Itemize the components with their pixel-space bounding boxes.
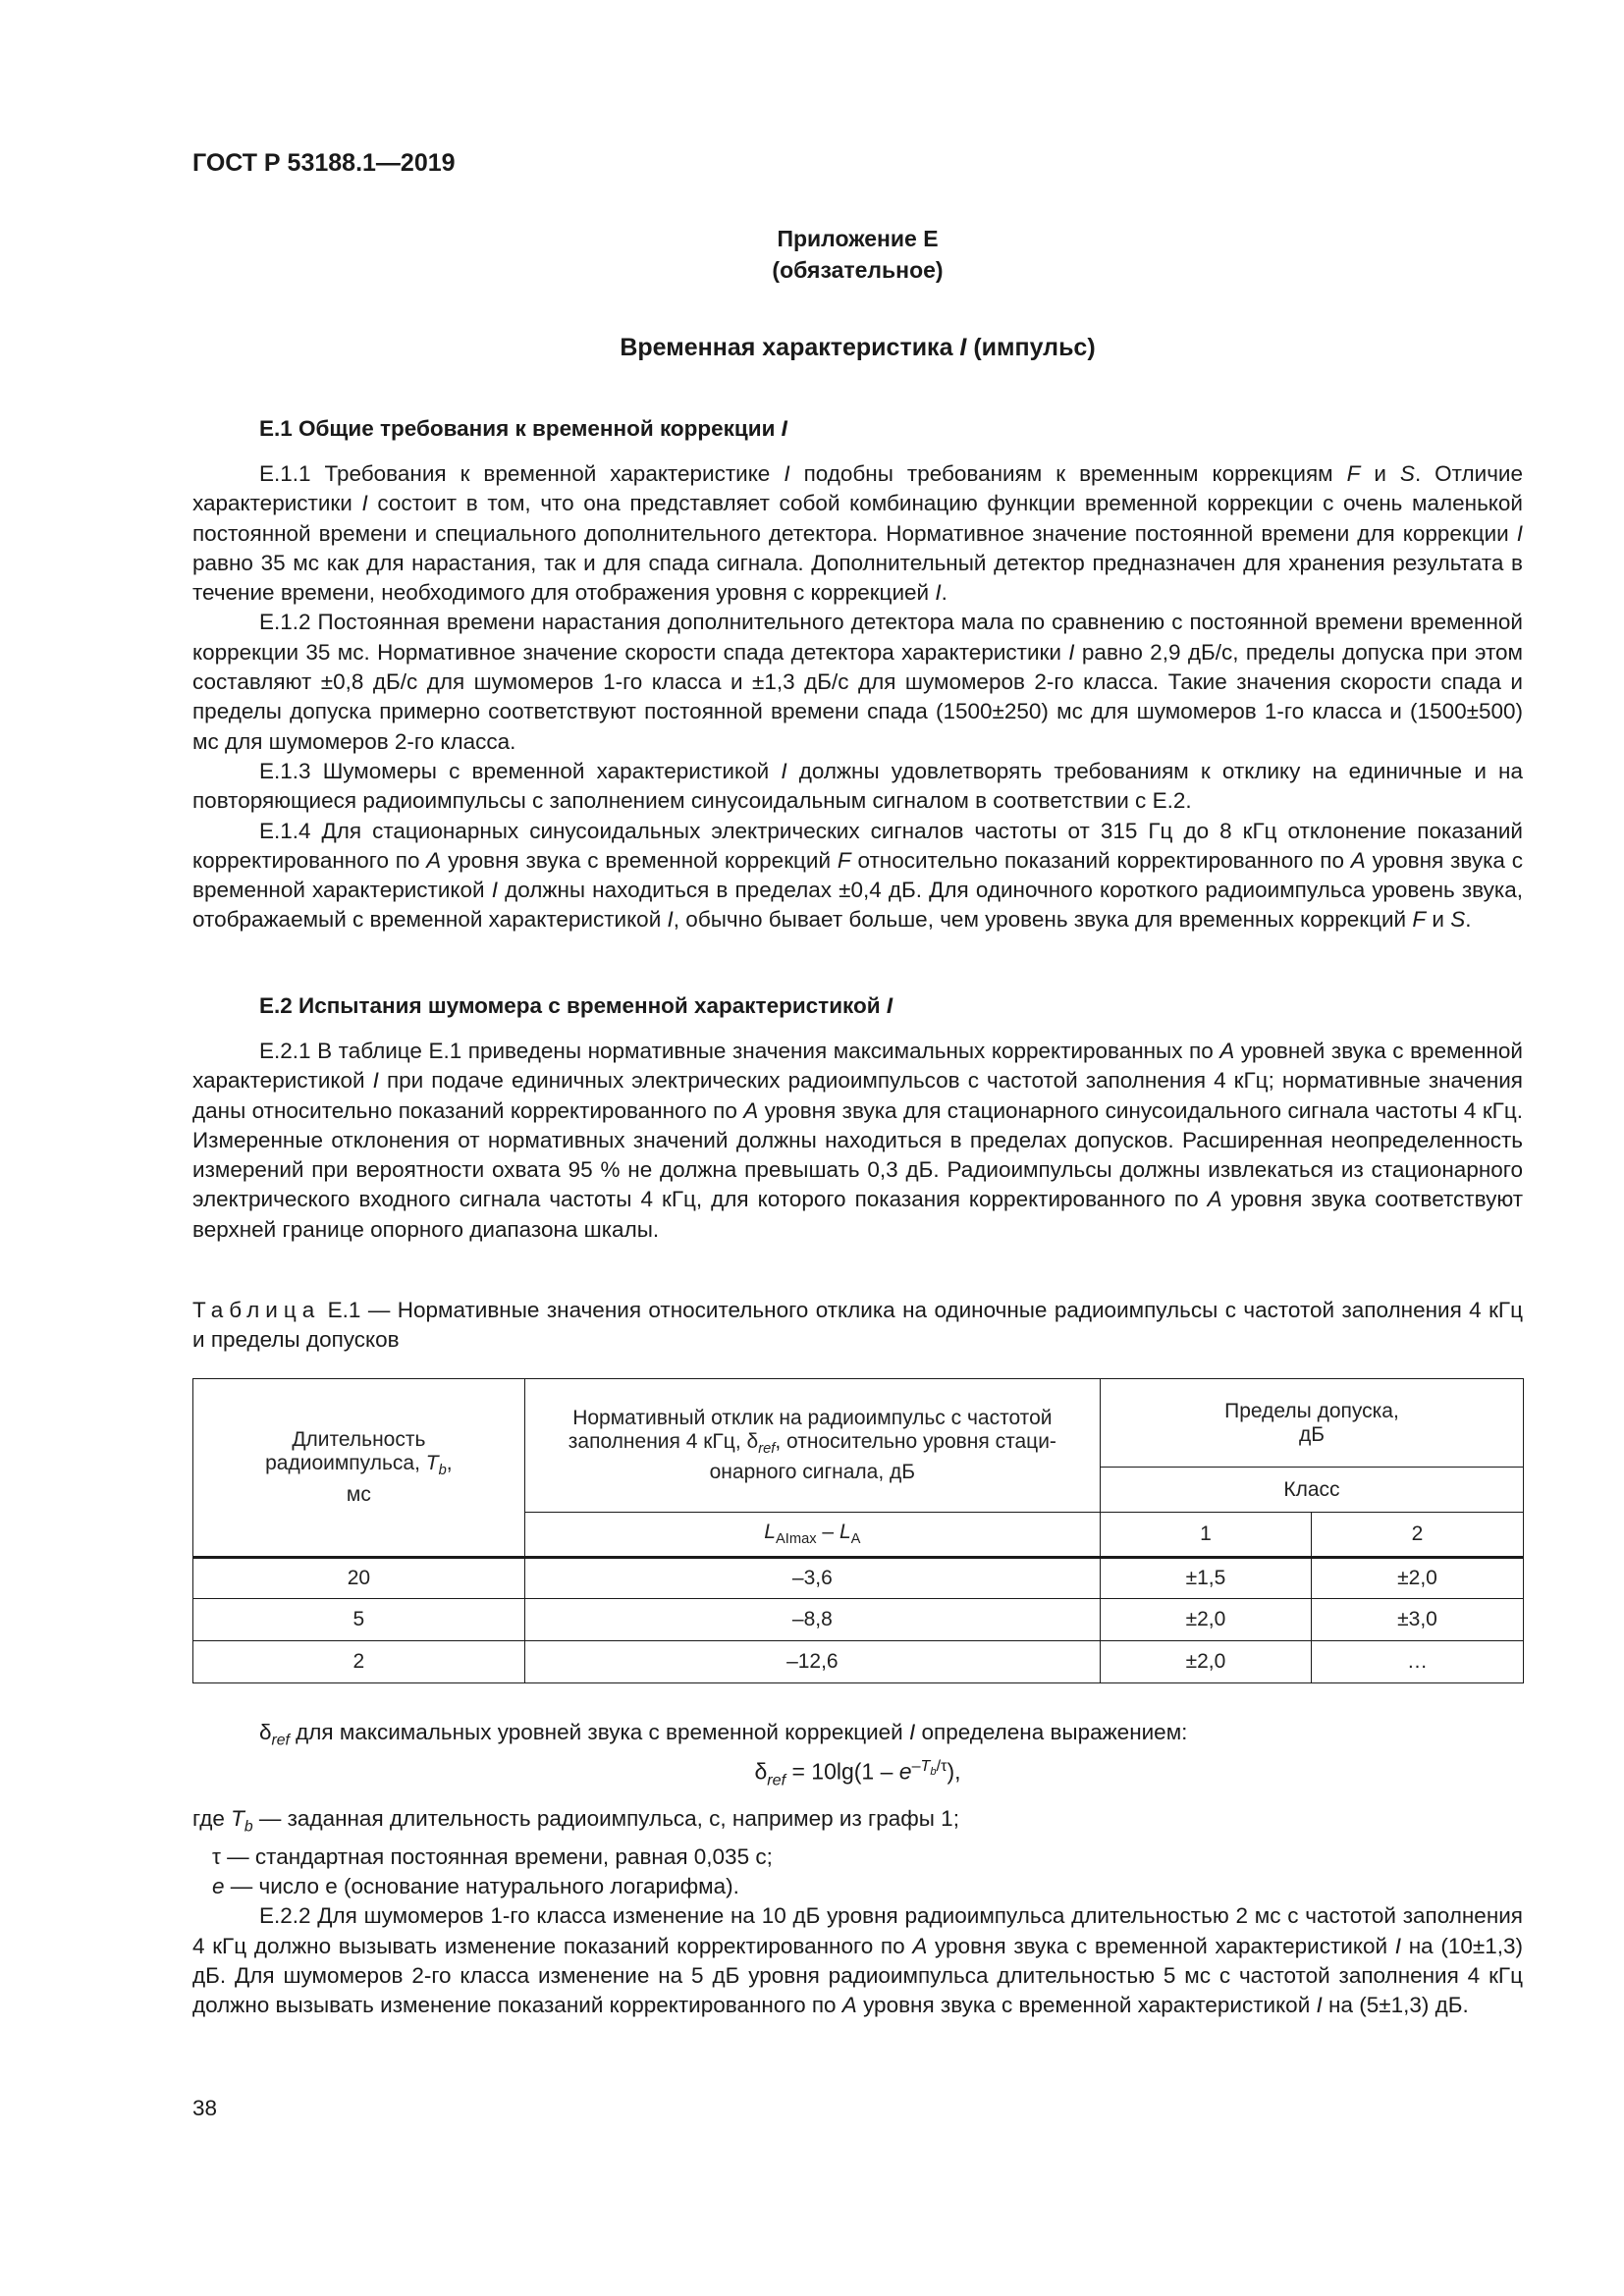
section-e2-body [192,1037,1523,1245]
column-header-level-difference: $L_{AImax} - L_A$ [524,1513,1100,1558]
column-header-tolerance: Пределы допуска, дБ [1100,1379,1523,1468]
paragraph-e-2-2: Е.2.2 Для шумомеров 1-го класса изменение на 10 дБ уровня радиоимпульса длительностью 2 мс с частотой заполнения 4 кГц должно вызывать изменение показаний корректированного по A уровня звука с временной характеристикой I на (10±1,3) дБ. Для шумомеров 2-го класса изменение на 5 дБ уровня радиоимпульса длительностью 5 мс с частотой заполнения 4 кГц должно вызывать изменение показаний корректированного по A уровня звука с временной характеристикой I на (5±1,3) дБ. [192,1903,1523,2018]
table-caption: Таблица Е.1 — Нормативные значения относительного отклика на одиночные радиоимпульсы с частотой заполнения 4 кГц и пределы допусков [192,1298,1523,1353]
main-title: Временная характеристика I (импульс) [620,334,1096,361]
cell-class-1-tolerance: ±1,5 [1100,1558,1311,1599]
cell-reference-response: –3,6 [524,1558,1100,1599]
table-e1 [192,1378,1524,1683]
formula-explanation [192,1804,1523,2021]
column-header-reference-response: Нормативный отклик на радиоимпульс с частотой заполнения 4 кГц, $\delta_{ref}$, относительно уровня стаци- онарного сигнала, дБ [524,1379,1100,1513]
table-row [193,1641,1524,1683]
paragraph-e-1-3: Е.1.3 Шумомеры с временной характеристикой I должны удовлетворять требованиям к отклику на единичные и на повторяющиеся радиоимпульсы с заполнением синусоидальным сигналом в соответствии с Е.2. [192,758,1523,814]
where-line-tb: где $T_b$ — заданная длительность радиоимпульса, с, например из графы 1; [192,1806,959,1836]
delta-ref-definition: $\delta_{ref}$ для максимальных уровней звука с временной коррекцией I определена выражением: [259,1720,1188,1749]
cell-class-1-tolerance: ±2,0 [1100,1599,1311,1641]
page-number: 38 [192,2096,218,2120]
document-header: ГОСТ Р 53188.1—2019 [192,149,456,177]
column-header-duration: Длительность радиоимпульса, $T_b$, мс [193,1379,525,1558]
section-e1-heading: Е.1 Общие требования к временной коррекции I [259,416,787,441]
cell-reference-response: –12,6 [524,1641,1100,1683]
annex-status: (обязательное) [772,257,944,283]
cell-class-2-tolerance: … [1311,1641,1523,1683]
paragraph-e-2-1: Е.2.1 В таблице Е.1 приведены нормативные значения максимальных корректированных по A уровней звука с временной характеристикой I при подаче единичных электрических радиоимпульсов с частотой заполнения 4 кГц; нормативные значения даны относительно показаний корректированного по A уровня звука для стационарного синусоидального сигнала частоты 4 кГц. Измеренные отклонения от нормативных значений должны находиться в пределах допусков. Расширенная неопределенность измерений при вероятности охвата 95 % не должна превышать 0,3 дБ. Радиоимпульсы должны извлекаться из стационарного электрического входного сигнала частоты 4 кГц, для которого показания корректированного по A уровня звука соответствуют верхней границе опорного диапазона шкалы. [192,1039,1524,1242]
table-row [193,1599,1524,1641]
table-row [193,1558,1524,1599]
paragraph-e-1-4: Е.1.4 Для стационарных синусоидальных электрических сигналов частоты от 315 Гц до 8 кГц отклонение показаний корректированного по A уровня звука с временной коррекций F относительно показаний корректированного по A уровня звука с временной характеристикой I должны находиться в пределах ±0,4 дБ. Для одиночного короткого радиоимпульса уровень звука, отображаемый с временной характеристикой I, обычно бывает больше, чем уровень звука для временных коррекций F и S. [192,818,1523,933]
cell-class-2-tolerance: ±3,0 [1311,1599,1523,1641]
cell-duration: 5 [193,1599,525,1641]
cell-class-2-tolerance: ±2,0 [1311,1558,1523,1599]
section-e2-heading: Е.2 Испытания шумомера с временной характеристикой I [259,993,893,1018]
cell-duration: 2 [193,1641,525,1683]
annex-title: Приложение Е [777,226,939,251]
column-header-class: Класс [1100,1468,1523,1513]
section-e1-body [192,459,1523,935]
paragraph-e-1-1: Е.1.1 Требования к временной характеристике I подобны требованиям к временным коррекциям F и S. Отличие характеристики I состоит в том, что она представляет собой комбинацию функции временной коррекции с очень маленькой постоянной времени и специального дополнительного детектора. Нормативное значение постоянной времени для коррекции I равно 35 мс как для нарастания, так и для спада сигнала. Дополнительный детектор предназначен для хранения результата в течение времени, необходимого для отображения уровня с коррекцией I. [192,461,1523,606]
cell-class-1-tolerance: ±2,0 [1100,1641,1311,1683]
cell-reference-response: –8,8 [524,1599,1100,1641]
cell-duration: 20 [193,1558,525,1599]
column-header-class-1: 1 [1100,1513,1311,1558]
formula-delta-ref: $\delta_{ref} = 10\lg(1 - e^{-T_b/\tau})$, [754,1757,961,1789]
where-line-e: e — число е (основание натурального логарифма). [212,1874,739,1899]
where-line-tau: τ — стандартная постоянная времени, равная 0,035 с; [212,1843,773,1869]
column-header-class-2: 2 [1311,1513,1523,1558]
paragraph-e-1-2: Е.1.2 Постоянная времени нарастания дополнительного детектора мала по сравнению с постоянной времени временной коррекции 35 мс. Нормативное значение скорости спада детектора характеристики I равно 2,9 дБ/с, пределы допуска при этом составляют ±0,8 дБ/с для шумомеров 1-го класса и ±1,3 дБ/с для шумомеров 2-го класса. Такие значения скорости спада и пределы допуска примерно соответствуют постоянной времени спада (1500±250) мс для шумомеров 1-го класса и (1500±500) мс для шумомеров 2-го класса. [192,610,1523,754]
